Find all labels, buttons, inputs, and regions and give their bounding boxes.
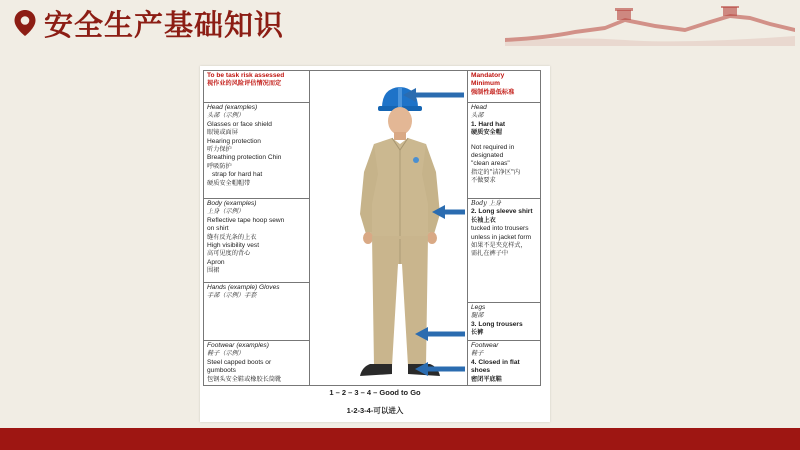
right-head-note: "clean areas"	[471, 160, 510, 168]
left-head-line: 听力保护	[207, 146, 232, 154]
footer-band	[0, 428, 800, 450]
left-head-line: Glasses or face shield	[207, 120, 272, 128]
left-body-title-cn: 上身（示例）	[207, 208, 245, 216]
right-body-cell	[468, 199, 540, 303]
left-body-line: Apron	[207, 258, 225, 266]
left-footwear-title-en: Footwear (examples)	[207, 342, 269, 349]
right-body-note: tucked into trousers	[471, 225, 529, 233]
left-column	[203, 70, 310, 386]
left-body-cell	[204, 199, 309, 283]
right-head-cell	[468, 103, 540, 199]
left-hands-title-cn: 手部（示例）手套	[207, 292, 257, 300]
right-head-item-en: 1. Hard hat	[471, 120, 506, 128]
right-body-item-en: 2. Long sleeve shirt	[471, 208, 533, 216]
left-body-line: 高可见度的背心	[207, 250, 251, 258]
left-body-line: on shirt	[207, 225, 229, 233]
left-header-en: To be task risk assessed	[207, 72, 285, 79]
right-body-note: 如果不是夹克样式，	[471, 242, 527, 250]
right-legs-item-cn: 长裤	[471, 329, 484, 337]
right-head-note: designated	[471, 152, 504, 160]
ppe-document	[200, 66, 550, 422]
left-hands-title-en: Hands (example) Gloves	[207, 284, 280, 291]
left-footwear-cell	[204, 341, 309, 387]
left-footwear-line: Steel capped boots or	[207, 358, 272, 366]
right-footwear-title-en: Footwear	[471, 342, 499, 349]
left-head-line: strap for hard hat	[212, 171, 263, 179]
right-footwear-item: 4. Closed in flat	[471, 358, 520, 366]
left-head-line: Breathing protection Chin	[207, 154, 282, 162]
left-header-cn: 视作业的风险评估情况而定	[207, 80, 282, 88]
right-head-note: Not required in	[471, 143, 515, 151]
caption-en: 1 – 2 – 3 – 4 – Good to Go	[329, 388, 421, 397]
left-head-line: 眼镜或面屏	[207, 129, 238, 137]
great-wall-icon	[505, 6, 795, 46]
right-header-en-1: Mandatory	[471, 72, 505, 79]
right-head-item-cn: 硬质安全帽	[471, 129, 502, 137]
right-legs-cell	[468, 303, 540, 341]
left-body-line: High visibility vest	[207, 242, 260, 250]
worker-figure	[330, 74, 470, 384]
right-head-title-cn: 头部	[471, 112, 484, 120]
right-footwear-item: shoes	[471, 367, 491, 375]
right-body-note: unless in jacket form	[471, 233, 532, 241]
page-title: 安全生产基础知识	[44, 8, 285, 42]
right-legs-item-en: 3. Long trousers	[471, 320, 523, 328]
slide-header	[0, 0, 800, 50]
left-body-line: 缝有反光条的上衣	[207, 233, 257, 241]
left-header-cell	[204, 71, 309, 103]
left-footwear-line: gumboots	[207, 367, 236, 375]
left-head-title-cn: 头部（示例）	[207, 112, 245, 120]
right-header-cn: 强制性最低标准	[471, 88, 515, 96]
right-header-en-2: Minimum	[471, 80, 500, 88]
right-legs-title-en: Legs	[471, 304, 486, 311]
left-head-title-en: Head (examples)	[207, 104, 258, 111]
right-legs-title-cn: 腿部	[471, 312, 484, 320]
left-head-line: 呼吸防护	[207, 162, 232, 170]
right-body-title: Body 上身	[471, 200, 502, 207]
right-footwear-cell	[468, 341, 540, 387]
right-body-note: 需扎在裤子中	[471, 250, 509, 258]
left-head-line: Hearing protection	[207, 137, 261, 145]
location-pin-icon	[10, 8, 40, 38]
left-body-line: 围裙	[207, 267, 220, 275]
right-head-title-en: Head	[471, 104, 487, 111]
right-body-item-cn: 长袖上衣	[471, 216, 496, 224]
right-head-note: 指定的"洁净区"内	[471, 168, 521, 176]
left-body-line: Reflective tape hoop sewn	[207, 216, 285, 224]
left-footwear-line: 包钢头安全鞋或橡胶长筒靴	[207, 375, 282, 383]
left-hands-cell	[204, 283, 309, 341]
right-footwear-title-cn: 鞋子	[471, 350, 484, 358]
right-head-note: 不做要求	[471, 177, 496, 185]
caption-cn: 1-2-3-4-可以进入	[346, 406, 404, 415]
right-header-cell	[468, 71, 540, 103]
right-footwear-item-cn: 密闭平底鞋	[471, 375, 502, 383]
right-column	[467, 70, 541, 386]
left-body-title-en: Body (examples)	[207, 200, 257, 207]
left-head-line: 硬质安全帽帽带	[207, 179, 251, 187]
left-footwear-title-cn: 鞋子（示例）	[207, 350, 245, 358]
left-head-cell	[204, 103, 309, 199]
